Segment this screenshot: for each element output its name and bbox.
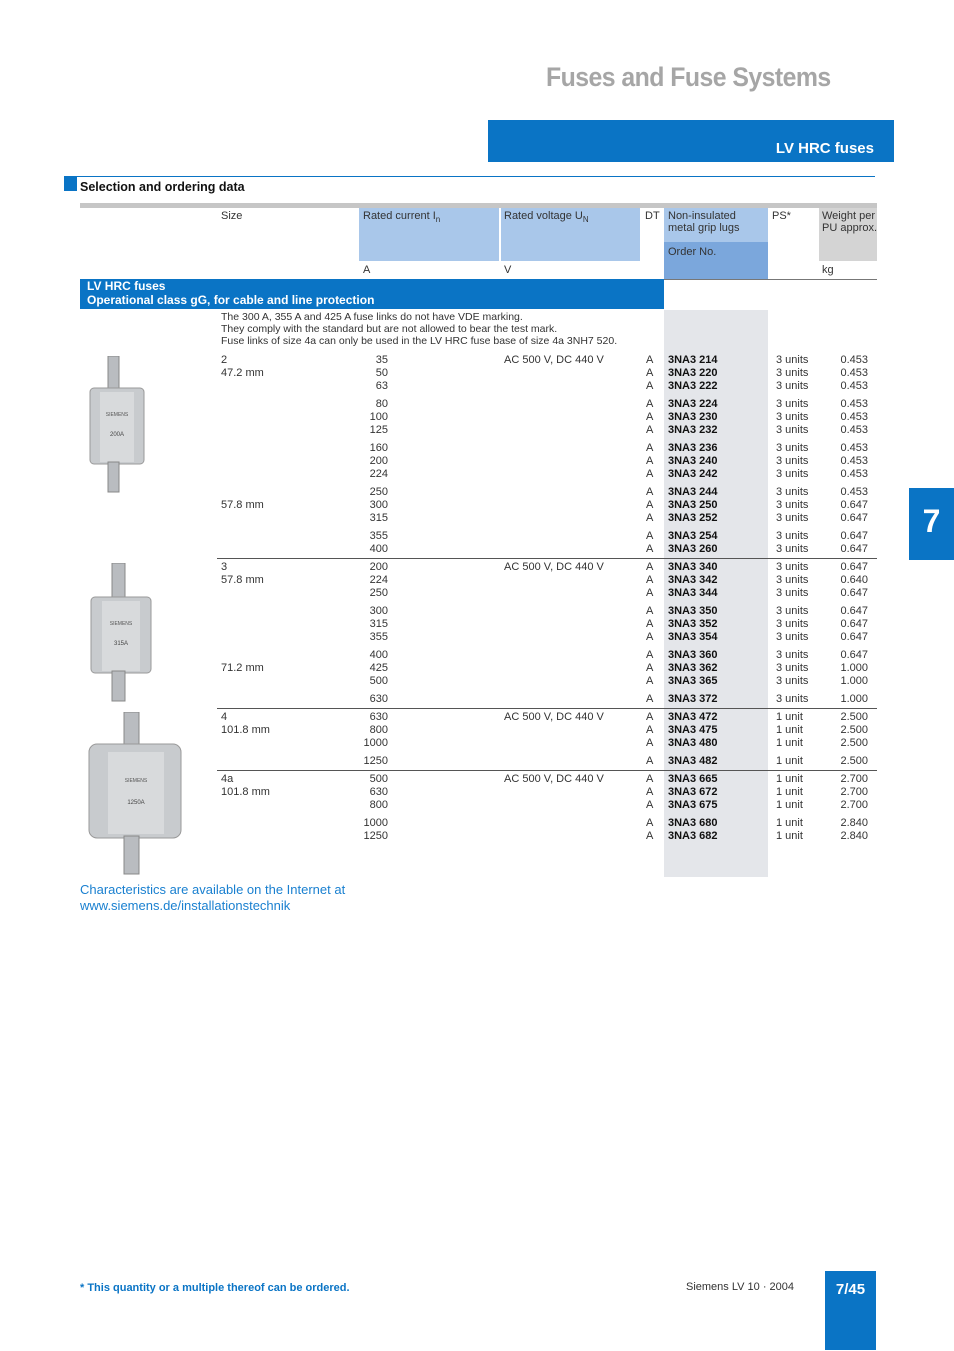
group-separator [217,558,877,559]
dt-value: A [646,786,654,798]
order-number: 3NA3 240 [668,455,718,467]
size-dimension: 101.8 mm [221,724,270,736]
ps-value: 3 units [776,587,809,599]
weight-value: 0.647 [840,649,868,661]
weight-value: 0.453 [840,411,868,423]
fuse-label: SIEMENS [109,621,133,627]
link-line-2: www.siemens.de/installationstechnik [80,898,291,913]
rated-current: 224 [369,574,388,586]
dt-header: DT [645,210,660,222]
dt-value: A [646,486,654,498]
weight-value: 2.700 [840,799,868,811]
group-separator [217,770,877,771]
ps-value: 3 units [776,468,809,480]
rated-current: 300 [369,605,388,617]
section-title: LV HRC fuses [775,140,874,157]
rated-current: 63 [375,380,388,392]
rated-current: 35 [375,354,388,366]
dt-value: A [646,649,654,661]
ps-value: 3 units [776,354,809,366]
ps-value: 1 unit [776,755,803,767]
size-value: 4a [221,773,234,785]
selection-heading: Selection and ordering data [80,180,245,194]
order-number: 3NA3 352 [668,618,718,630]
ps-value: 1 unit [776,724,803,736]
dt-value: A [646,499,654,511]
weight-value: 1.000 [840,675,868,687]
page-title: Fuses and Fuse Systems [546,62,831,92]
weight-value: 0.453 [840,442,868,454]
order-number: 3NA3 244 [668,486,718,498]
note-text [221,311,617,347]
rated-current: 1250 [363,830,388,842]
order-number: 3NA3 354 [668,631,718,643]
dt-value: A [646,693,654,705]
dt-value: A [646,618,654,630]
rated-current: 100 [369,411,388,423]
weight-value: 2.840 [840,830,868,842]
ps-value: 3 units [776,561,809,573]
ps-value: 1 unit [776,799,803,811]
rated-current: 400 [369,543,388,555]
footnote: * This quantity or a multiple thereof can be ordered. [80,1282,350,1294]
group-separator [217,708,877,709]
order-number: 3NA3 236 [668,442,718,454]
dt-value: A [646,711,654,723]
order-number: 3NA3 350 [668,605,718,617]
internet-link[interactable] [80,882,345,914]
dt-value: A [646,737,654,749]
order-number: 3NA3 232 [668,424,718,436]
category-line-1: LV HRC fuses [87,279,166,293]
rated-current: 630 [369,693,388,705]
dt-value: A [646,468,654,480]
weight-value: 2.700 [840,773,868,785]
order-header: Order No. [668,246,717,258]
section-marker-icon [64,177,77,191]
order-number: 3NA3 675 [668,799,718,811]
ps-value: 3 units [776,499,809,511]
page-number: 7/45 [835,1281,866,1298]
rated-current: 425 [369,662,388,674]
dt-value: A [646,817,654,829]
ps-value: 3 units [776,662,809,674]
dt-value: A [646,574,654,586]
ps-value: 3 units [776,574,809,586]
fuse-size-2-image [86,356,150,494]
order-number: 3NA3 230 [668,411,718,423]
voltage-value: AC 500 V, DC 440 V [504,711,604,723]
dt-value: A [646,424,654,436]
weight-value: 1.000 [840,693,868,705]
catalog-reference: Siemens LV 10 · 2004 [686,1281,795,1293]
weight-value: 0.453 [840,367,868,379]
size-value: 4 [221,711,228,723]
order-number: 3NA3 672 [668,786,718,798]
weight-value: 2.500 [840,755,868,767]
order-number: 3NA3 250 [668,499,718,511]
dt-value: A [646,605,654,617]
size-dimension: 101.8 mm [221,786,270,798]
weight-value: 0.647 [840,631,868,643]
fuse-label: SIEMENS [105,412,129,418]
rated-current: 800 [369,724,388,736]
note-line-3: Fuse links of size 4a can only be used in the LV HRC fuse base of size 4a 3NH7 520. [221,335,618,347]
size-header: Size [221,210,243,222]
weight-value: 0.453 [840,486,868,498]
rated-current: 250 [369,486,388,498]
rated-current: 355 [369,530,388,542]
weight-value: 0.453 [840,398,868,410]
order-number: 3NA3 480 [668,737,718,749]
dt-value: A [646,398,654,410]
ps-value: 3 units [776,486,809,498]
order-number: 3NA3 365 [668,675,718,687]
dt-value: A [646,662,654,674]
order-number: 3NA3 475 [668,724,718,736]
weight-value: 0.647 [840,587,868,599]
category-title [87,279,374,307]
dt-value: A [646,367,654,379]
weight-value: 0.647 [840,561,868,573]
fuse-label: SIEMENS [124,778,148,784]
weight-value: 2.700 [840,786,868,798]
ps-header: PS* [772,210,791,222]
ps-value: 3 units [776,605,809,617]
order-number: 3NA3 362 [668,662,718,674]
ps-value: 1 unit [776,773,803,785]
rated-current: 355 [369,631,388,643]
section-rule [64,176,875,177]
dt-value: A [646,755,654,767]
rated-current: 200 [369,561,388,573]
fuse-rating: 315A [113,641,129,647]
dt-value: A [646,799,654,811]
unit-weight: kg [822,264,834,276]
fuse-size-4-image [86,712,184,876]
weight-value: 1.000 [840,662,868,674]
dt-value: A [646,512,654,524]
size-value: 3 [221,561,228,573]
rated-current: 315 [369,618,388,630]
rated-current: 1000 [363,817,388,829]
ps-value: 3 units [776,398,809,410]
fuse-size-3-image [88,563,154,703]
rated-current: 1250 [363,755,388,767]
rated-current: 300 [369,499,388,511]
ps-value: 3 units [776,530,809,542]
order-number: 3NA3 665 [668,773,718,785]
order-number: 3NA3 222 [668,380,718,392]
rated-current: 800 [369,799,388,811]
rated-current: 80 [375,398,388,410]
ps-value: 3 units [776,411,809,423]
weight-value: 0.647 [840,499,868,511]
unit-current: A [363,264,371,276]
order-number: 3NA3 472 [668,711,718,723]
order-number: 3NA3 214 [668,354,718,366]
ps-value: 1 unit [776,830,803,842]
voltage-value: AC 500 V, DC 440 V [504,773,604,785]
order-number: 3NA3 224 [668,398,718,410]
dt-value: A [646,455,654,467]
dt-value: A [646,380,654,392]
weight-value: 0.640 [840,574,868,586]
dt-value: A [646,543,654,555]
order-number: 3NA3 482 [668,755,718,767]
weight-value: 0.647 [840,512,868,524]
rated-current: 630 [369,711,388,723]
current-header: Rated current $I_n$ [363,210,441,225]
dt-value: A [646,830,654,842]
rated-current: 500 [369,675,388,687]
order-number: 3NA3 680 [668,817,718,829]
chapter-number: 7 [922,503,941,539]
ps-value: 1 unit [776,737,803,749]
order-number: 3NA3 682 [668,830,718,842]
order-number: 3NA3 372 [668,693,718,705]
ps-value: 3 units [776,675,809,687]
rated-current: 224 [369,468,388,480]
size-value: 2 [221,354,228,366]
order-number: 3NA3 220 [668,367,718,379]
fuse-rating: 200A [109,432,125,438]
voltage-value: AC 500 V, DC 440 V [504,354,604,366]
weight-header: Weight per PU approx. [822,210,878,234]
voltage-header: Rated voltage $U_N$ [504,210,589,225]
order-number: 3NA3 242 [668,468,718,480]
ps-value: 3 units [776,424,809,436]
order-number: 3NA3 260 [668,543,718,555]
ps-value: 1 unit [776,817,803,829]
dt-value: A [646,631,654,643]
grip-header: Non-insulated metal grip lugs [668,210,740,234]
voltage-value: AC 500 V, DC 440 V [504,561,604,573]
rated-current: 200 [369,455,388,467]
unit-voltage: V [504,264,512,276]
weight-value: 0.453 [840,424,868,436]
fuse-rating: 1250A [127,800,145,806]
link-line-1: Characteristics are available on the Internet at [80,882,346,897]
weight-value: 2.500 [840,737,868,749]
ps-value: 1 unit [776,786,803,798]
rated-current: 500 [369,773,388,785]
rated-current: 315 [369,512,388,524]
weight-value: 0.647 [840,605,868,617]
dt-value: A [646,675,654,687]
rated-current: 400 [369,649,388,661]
dt-value: A [646,724,654,736]
ps-value: 1 unit [776,711,803,723]
ps-value: 3 units [776,455,809,467]
note-line-2: They comply with the standard but are not allowed to bear the test mark. [221,323,558,335]
order-number: 3NA3 344 [668,587,718,599]
order-number: 3NA3 342 [668,574,718,586]
weight-value: 0.453 [840,455,868,467]
ps-value: 3 units [776,631,809,643]
order-number: 3NA3 254 [668,530,718,542]
weight-value: 0.647 [840,543,868,555]
rated-current: 250 [369,587,388,599]
dt-value: A [646,561,654,573]
category-line-2: Operational class gG, for cable and line protection [87,293,375,307]
order-number: 3NA3 252 [668,512,718,524]
rated-current: 1000 [363,737,388,749]
ps-value: 3 units [776,618,809,630]
weight-value: 2.500 [840,711,868,723]
weight-value: 0.453 [840,354,868,366]
dt-value: A [646,587,654,599]
rated-current: 630 [369,786,388,798]
size-dimension: 71.2 mm [221,662,264,674]
weight-value: 2.500 [840,724,868,736]
order-number: 3NA3 340 [668,561,718,573]
rated-current: 125 [369,424,388,436]
ps-value: 3 units [776,512,809,524]
size-dimension: 57.8 mm [221,574,264,586]
note-line-1: The 300 A, 355 A and 425 A fuse links do not have VDE marking. [221,311,523,323]
dt-value: A [646,530,654,542]
dt-value: A [646,773,654,785]
ps-value: 3 units [776,693,809,705]
ps-value: 3 units [776,367,809,379]
weight-value: 2.840 [840,817,868,829]
dt-value: A [646,411,654,423]
ps-value: 3 units [776,380,809,392]
weight-value: 0.647 [840,618,868,630]
rated-current: 50 [375,367,388,379]
weight-value: 0.453 [840,468,868,480]
ps-value: 3 units [776,442,809,454]
dt-value: A [646,354,654,366]
ps-value: 3 units [776,649,809,661]
size-dimension: 57.8 mm [221,499,264,511]
dt-value: A [646,442,654,454]
rated-current: 160 [369,442,388,454]
ps-value: 3 units [776,543,809,555]
weight-value: 0.647 [840,530,868,542]
order-number: 3NA3 360 [668,649,718,661]
weight-value: 0.453 [840,380,868,392]
size-dimension: 47.2 mm [221,367,264,379]
